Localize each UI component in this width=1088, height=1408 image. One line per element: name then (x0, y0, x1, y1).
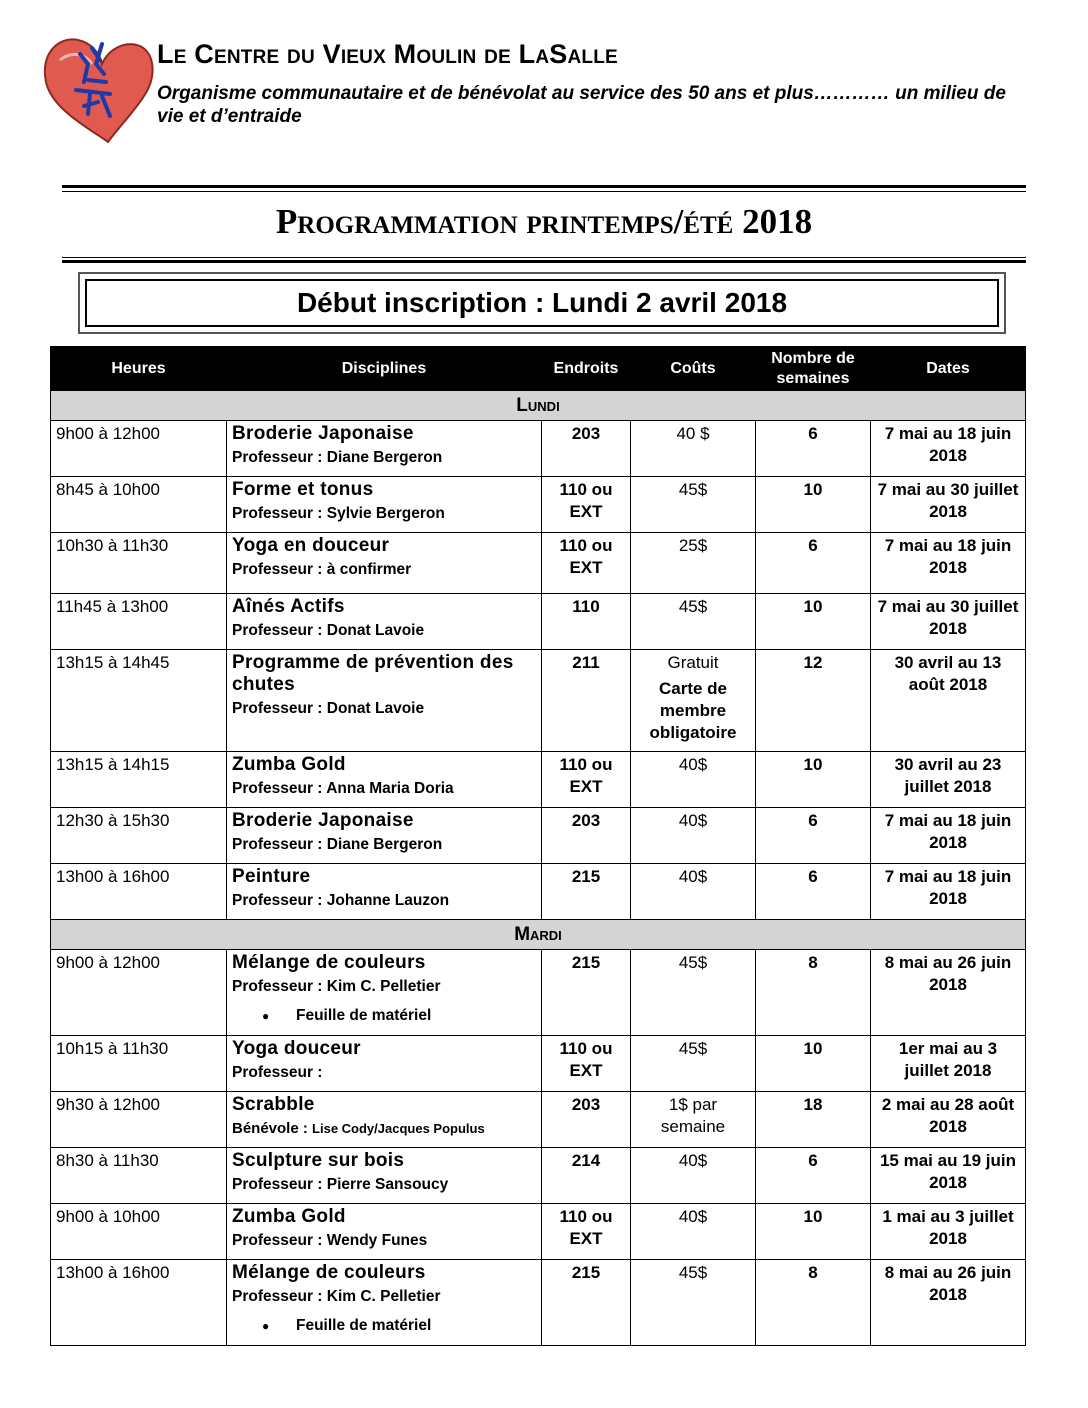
instructor-name: Diane Bergeron (326, 449, 443, 466)
row-time: 13h15 à 14h15 (51, 752, 227, 808)
instructor (232, 618, 536, 644)
instructor-name: Johanne Lauzon (326, 892, 450, 909)
row-place: 110 ou EXT (542, 752, 631, 808)
row-cost: 40$ (631, 1148, 756, 1204)
row-place: 110 ou EXT (542, 477, 631, 533)
table-row (51, 1204, 1026, 1260)
row-cost: 45$ (631, 950, 756, 1036)
instructor (232, 1116, 536, 1142)
table-row (51, 950, 1026, 1036)
instructor (232, 974, 536, 1000)
discipline-name: Programme de prévention des chutes (232, 652, 514, 695)
row-cost: 45$ (631, 1036, 756, 1092)
instructor-label: Professeur : (232, 700, 323, 717)
discipline-name: Peinture (232, 866, 311, 887)
instructor-name: Kim C. Pelletier (326, 1288, 441, 1305)
row-time: 13h15 à 14h45 (51, 650, 227, 752)
table-row (51, 1036, 1026, 1092)
row-dates: 8 mai au 26 juin 2018 (871, 950, 1026, 1036)
row-discipline-cell (227, 1260, 542, 1346)
row-cost: 1$ par semaine (631, 1092, 756, 1148)
row-weeks: 6 (756, 1148, 871, 1204)
row-time: 9h30 à 12h00 (51, 1092, 227, 1148)
row-time: 12h30 à 15h30 (51, 808, 227, 864)
row-weeks: 6 (756, 808, 871, 864)
row-discipline-cell (227, 533, 542, 594)
row-dates: 2 mai au 28 août 2018 (871, 1092, 1026, 1148)
table-row (51, 1260, 1026, 1346)
row-dates: 7 mai au 18 juin 2018 (871, 421, 1026, 477)
instructor (232, 1284, 536, 1310)
col-header-places: Endroits (542, 347, 631, 391)
row-discipline-cell (227, 1204, 542, 1260)
row-time: 9h00 à 12h00 (51, 950, 227, 1036)
row-time: 8h30 à 11h30 (51, 1148, 227, 1204)
row-dates: 8 mai au 26 juin 2018 (871, 1260, 1026, 1346)
row-dates: 7 mai au 30 juillet 2018 (871, 594, 1026, 650)
row-weeks: 10 (756, 752, 871, 808)
instructor (232, 888, 536, 914)
row-discipline-cell (227, 1092, 542, 1148)
row-place: 211 (542, 650, 631, 752)
row-time: 10h30 à 11h30 (51, 533, 227, 594)
table-row (51, 808, 1026, 864)
row-weeks: 10 (756, 1204, 871, 1260)
row-discipline-cell (227, 421, 542, 477)
row-place: 110 (542, 594, 631, 650)
row-cost: 40$ (631, 752, 756, 808)
bullet-icon: ● (262, 1319, 270, 1333)
instructor-name: Diane Bergeron (326, 836, 443, 853)
row-weeks: 6 (756, 421, 871, 477)
materials-note (232, 1310, 536, 1342)
table-row (51, 421, 1026, 477)
row-cost: 40$ (631, 808, 756, 864)
table-row (51, 650, 1026, 752)
instructor-name: Donat Lavoie (326, 622, 425, 639)
discipline-name: Scrabble (232, 1094, 315, 1115)
discipline-name: Zumba Gold (232, 1206, 346, 1227)
row-place: 203 (542, 1092, 631, 1148)
discipline-name: Yoga en douceur (232, 535, 390, 556)
row-time: 10h15 à 11h30 (51, 1036, 227, 1092)
instructor-label: Professeur : (232, 780, 323, 797)
instructor-label: Professeur : (232, 622, 323, 639)
day-row-mardi (51, 920, 1026, 950)
instructor (232, 1060, 536, 1086)
instructor-label: Professeur : (232, 505, 323, 522)
instructor-name: Kim C. Pelletier (326, 978, 441, 995)
row-weeks: 6 (756, 864, 871, 920)
row-discipline-cell (227, 594, 542, 650)
discipline-name: Mélange de couleurs (232, 952, 426, 973)
row-discipline-cell (227, 950, 542, 1036)
row-discipline-cell (227, 864, 542, 920)
row-cost: 40$ (631, 864, 756, 920)
materials-note (232, 1000, 536, 1032)
instructor-label: Professeur : (232, 1288, 323, 1305)
row-cost: 45$ (631, 1260, 756, 1346)
registration-banner-text: Début inscription : Lundi 2 avril 2018 (85, 279, 999, 327)
table-row (51, 477, 1026, 533)
row-dates: 7 mai au 18 juin 2018 (871, 808, 1026, 864)
materials-note-text: Feuille de matériel (296, 1007, 432, 1024)
cost-note: Carte de membre obligatoire (649, 679, 737, 742)
row-dates: 1 mai au 3 juillet 2018 (871, 1204, 1026, 1260)
instructor (232, 1172, 536, 1198)
instructor-name: Wendy Funes (326, 1232, 428, 1249)
row-place: 215 (542, 950, 631, 1036)
instructor-label: Professeur : (232, 449, 323, 466)
discipline-name: Mélange de couleurs (232, 1262, 426, 1283)
row-dates: 30 avril au 13 août 2018 (871, 650, 1026, 752)
organization-logo (40, 30, 158, 150)
table-row (51, 752, 1026, 808)
row-weeks: 8 (756, 950, 871, 1036)
discipline-name: Sculpture sur bois (232, 1150, 405, 1171)
row-weeks: 6 (756, 533, 871, 594)
discipline-name: Yoga douceur (232, 1038, 361, 1059)
row-dates: 7 mai au 18 juin 2018 (871, 864, 1026, 920)
instructor-name: Donat Lavoie (326, 700, 425, 717)
instructor (232, 696, 536, 722)
day-label: Mardi (51, 920, 1026, 950)
row-time: 13h00 à 16h00 (51, 1260, 227, 1346)
row-weeks: 10 (756, 477, 871, 533)
table-row (51, 864, 1026, 920)
row-place: 110 ou EXT (542, 533, 631, 594)
row-weeks: 12 (756, 650, 871, 752)
row-time: 9h00 à 12h00 (51, 421, 227, 477)
schedule-table (50, 346, 1026, 1346)
row-place: 203 (542, 808, 631, 864)
instructor-label: Professeur : (232, 1064, 323, 1081)
row-place: 110 ou EXT (542, 1204, 631, 1260)
row-dates: 15 mai au 19 juin 2018 (871, 1148, 1026, 1204)
divider-bottom-thick (62, 260, 1026, 263)
row-place: 214 (542, 1148, 631, 1204)
row-discipline-cell (227, 1148, 542, 1204)
row-discipline-cell (227, 1036, 542, 1092)
instructor (232, 832, 536, 858)
row-weeks: 10 (756, 1036, 871, 1092)
col-header-weeks: Nombre de semaines (756, 347, 871, 391)
row-discipline-cell (227, 477, 542, 533)
row-place: 203 (542, 421, 631, 477)
table-row (51, 1148, 1026, 1204)
row-dates: 1er mai au 3 juillet 2018 (871, 1036, 1026, 1092)
day-label: Lundi (51, 391, 1026, 421)
row-cost: 40$ (631, 1204, 756, 1260)
instructor-label: Professeur : (232, 892, 323, 909)
row-cost: Gratuit (667, 653, 719, 672)
table-header-row (51, 347, 1026, 391)
instructor (232, 501, 536, 527)
row-weeks: 8 (756, 1260, 871, 1346)
row-time: 11h45 à 13h00 (51, 594, 227, 650)
row-dates: 7 mai au 18 juin 2018 (871, 533, 1026, 594)
row-time: 9h00 à 10h00 (51, 1204, 227, 1260)
row-weeks: 10 (756, 594, 871, 650)
row-dates: 7 mai au 30 juillet 2018 (871, 477, 1026, 533)
instructor (232, 776, 536, 802)
instructor (232, 557, 536, 583)
instructor-label: Professeur : (232, 978, 323, 995)
organization-name: Le Centre du Vieux Moulin de LaSalle (157, 39, 618, 69)
row-time: 8h45 à 10h00 (51, 477, 227, 533)
table-row (51, 533, 1026, 594)
row-discipline-cell (227, 808, 542, 864)
row-discipline-cell (227, 650, 542, 752)
instructor-name: Pierre Sansoucy (326, 1176, 449, 1193)
instructor-label: Professeur : (232, 1176, 323, 1193)
instructor-label: Professeur : (232, 836, 323, 853)
day-row-lundi (51, 391, 1026, 421)
discipline-name: Broderie Japonaise (232, 423, 414, 444)
instructor-name: Anna Maria Doria (326, 780, 454, 797)
instructor-name: à confirmer (326, 561, 412, 578)
col-header-hours: Heures (51, 347, 227, 391)
row-weeks: 18 (756, 1092, 871, 1148)
row-cost-cell (631, 650, 756, 752)
instructor-name: Sylvie Bergeron (326, 505, 445, 522)
discipline-name: Broderie Japonaise (232, 810, 414, 831)
program-title: Programmation printemps/été 2018 (275, 202, 813, 241)
row-place: 110 ou EXT (542, 1036, 631, 1092)
registration-banner (78, 272, 1006, 334)
row-cost: 25$ (631, 533, 756, 594)
col-header-costs: Coûts (631, 347, 756, 391)
instructor (232, 1228, 536, 1254)
row-cost: 45$ (631, 477, 756, 533)
row-dates: 30 avril au 23 juillet 2018 (871, 752, 1026, 808)
row-place: 215 (542, 864, 631, 920)
row-discipline-cell (227, 752, 542, 808)
discipline-name: Aînés Actifs (232, 596, 345, 617)
bullet-icon: ● (262, 1009, 270, 1023)
col-header-dates: Dates (871, 347, 1026, 391)
col-header-disciplines: Disciplines (227, 347, 542, 391)
row-cost: 40 $ (631, 421, 756, 477)
discipline-name: Zumba Gold (232, 754, 346, 775)
divider-top-thick (62, 185, 1026, 188)
organization-tagline: Organisme communautaire et de bénévolat au service des 50 ans et plus………… un milieu de vie et d’entraide (157, 83, 1006, 127)
divider-bottom-thin (62, 257, 1026, 258)
table-row (51, 594, 1026, 650)
instructor-name: Lise Cody/Jacques Populus (312, 1121, 485, 1136)
instructor-label: Bénévole : (232, 1120, 308, 1137)
instructor-label: Professeur : (232, 561, 323, 578)
row-cost: 45$ (631, 594, 756, 650)
instructor (232, 445, 536, 471)
table-row (51, 1092, 1026, 1148)
row-place: 215 (542, 1260, 631, 1346)
materials-note-text: Feuille de matériel (296, 1317, 432, 1334)
row-time: 13h00 à 16h00 (51, 864, 227, 920)
discipline-name: Forme et tonus (232, 479, 374, 500)
divider-top-thin (62, 191, 1026, 192)
instructor-label: Professeur : (232, 1232, 323, 1249)
